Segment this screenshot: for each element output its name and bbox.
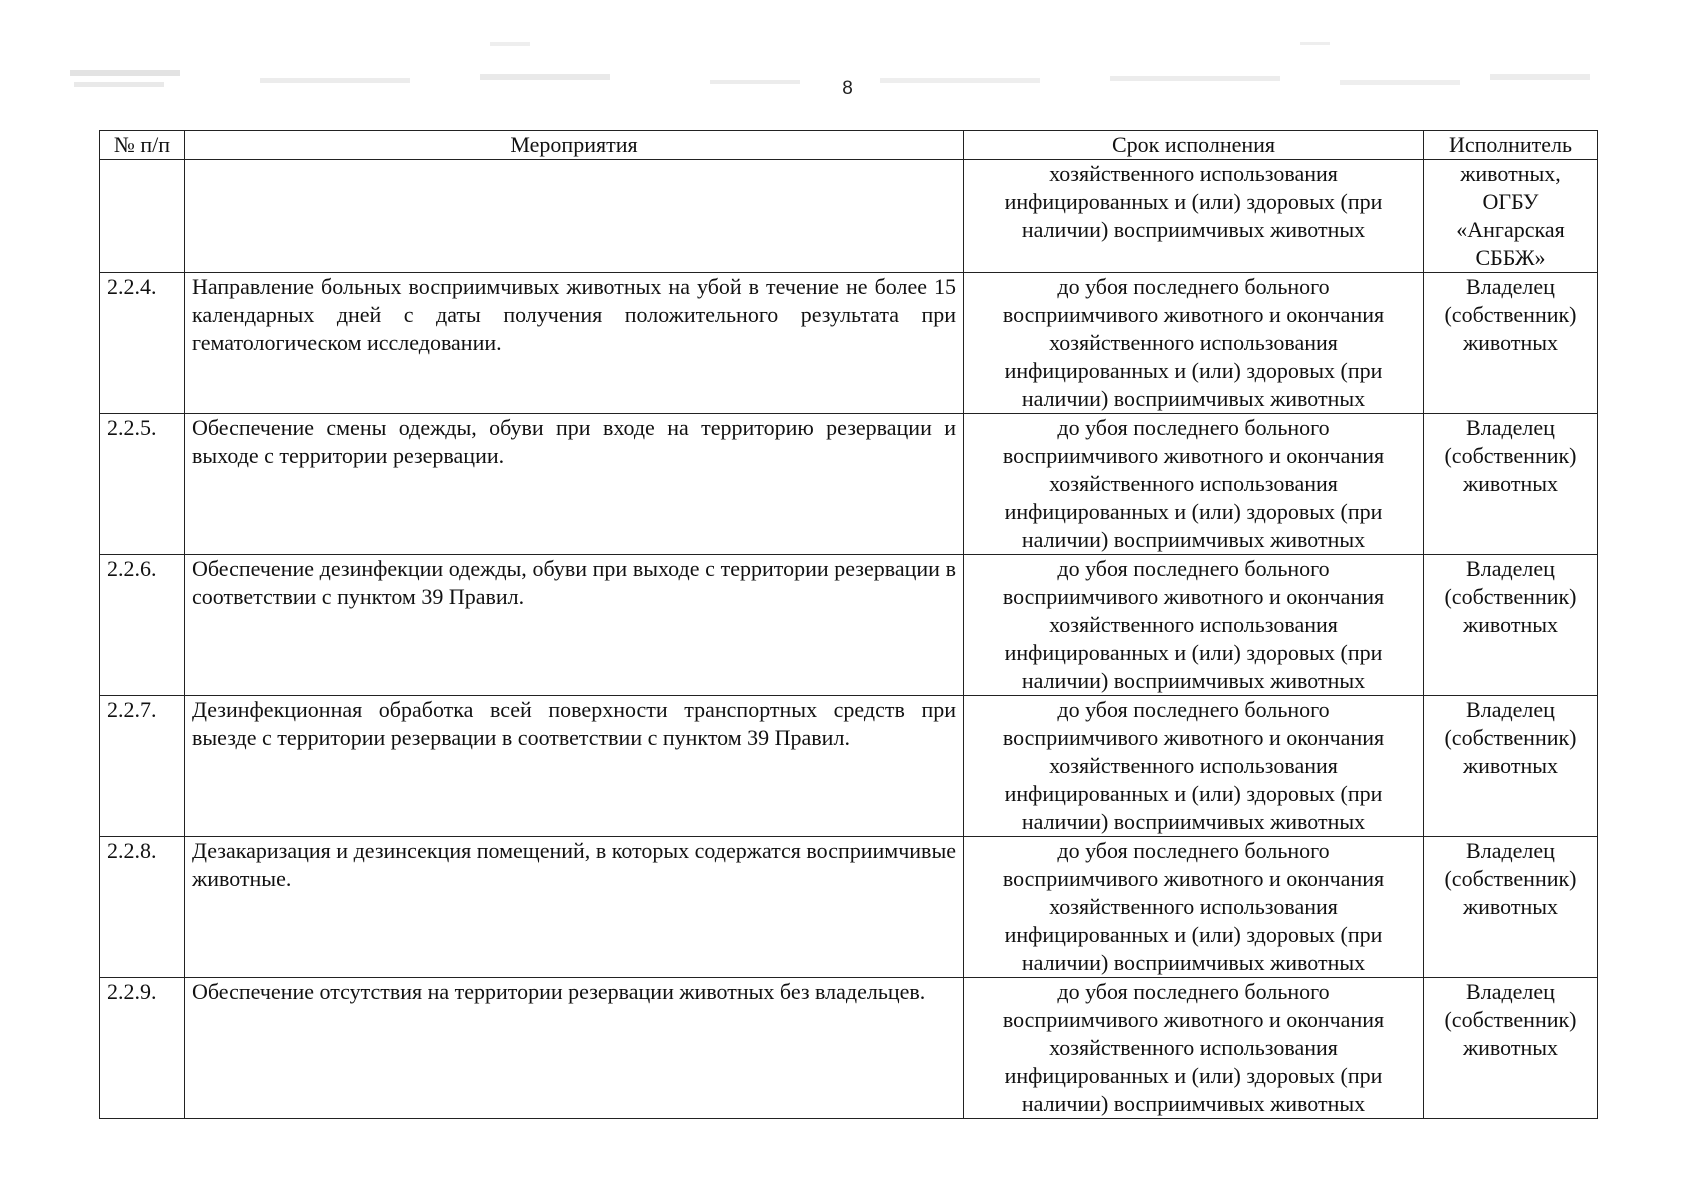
term-line: наличии) восприимчивых животных xyxy=(1021,1091,1366,1116)
term-line: инфицированных и (или) здоровых (при xyxy=(1004,640,1383,665)
term-line: хозяйственного использования xyxy=(1049,1035,1338,1060)
cell-num: 2.2.6. xyxy=(100,555,185,696)
cell-activity: Обеспечение дезинфекции одежды, обуви при выходе с территории резервации в соответствии с пунктом 39 Правил. xyxy=(185,555,964,696)
cell-term xyxy=(964,696,1424,837)
table-row xyxy=(100,696,1598,837)
term-line: наличии) восприимчивых животных xyxy=(1021,950,1366,975)
cell-term xyxy=(964,555,1424,696)
table-row xyxy=(100,414,1598,555)
term-line: наличии) восприимчивых животных xyxy=(1021,527,1366,552)
term-line: инфицированных и (или) здоровых (при xyxy=(1004,781,1383,806)
executor-line: (собственник) xyxy=(1444,584,1577,609)
term-line: инфицированных и (или) здоровых (при xyxy=(1004,189,1383,214)
term-line: хозяйственного использования xyxy=(1049,330,1338,355)
executor-line: Владелец xyxy=(1466,274,1555,299)
table-header-row xyxy=(100,131,1598,160)
cell-num: 2.2.9. xyxy=(100,978,185,1119)
cell-term xyxy=(964,837,1424,978)
executor-line: животных xyxy=(1462,753,1559,778)
term-line: до убоя последнего больного xyxy=(1057,697,1330,722)
executor-line: ОГБУ xyxy=(1482,189,1539,214)
table-row xyxy=(100,273,1598,414)
term-line: инфицированных и (или) здоровых (при xyxy=(1004,922,1383,947)
term-line: хозяйственного использования xyxy=(1049,894,1338,919)
cell-activity xyxy=(185,160,964,273)
executor-line: СББЖ» xyxy=(1475,245,1546,270)
cell-activity: Обеспечение смены одежды, обуви при входе на территорию резервации и выходе с территории резервации. xyxy=(185,414,964,555)
term-line: хозяйственного использования xyxy=(1049,612,1338,637)
term-line: до убоя последнего больного xyxy=(1057,556,1330,581)
term-line: инфицированных и (или) здоровых (при xyxy=(1004,499,1383,524)
executor-line: Владелец xyxy=(1466,697,1555,722)
cell-activity: Дезакаризация и дезинсекция помещений, в которых содержатся восприимчивые животные. xyxy=(185,837,964,978)
cell-num: 2.2.7. xyxy=(100,696,185,837)
cell-num: 2.2.5. xyxy=(100,414,185,555)
cell-executor xyxy=(1424,978,1598,1119)
measures-table xyxy=(99,130,1598,1119)
executor-line: (собственник) xyxy=(1444,725,1577,750)
header-term: Срок исполнения xyxy=(964,131,1424,160)
term-line: наличии) восприимчивых животных xyxy=(1021,809,1366,834)
cell-executor xyxy=(1424,555,1598,696)
term-line: до убоя последнего больного xyxy=(1057,274,1330,299)
cell-activity: Направление больных восприимчивых животных на убой в течение не более 15 календарных дней с даты получения положительного результата при гематологическом исследовании. xyxy=(185,273,964,414)
executor-line: животных, xyxy=(1460,161,1561,186)
term-line: наличии) восприимчивых животных xyxy=(1021,217,1366,242)
term-line: хозяйственного использования xyxy=(1049,471,1338,496)
term-line: инфицированных и (или) здоровых (при xyxy=(1004,1063,1383,1088)
cell-num xyxy=(100,160,185,273)
executor-line: (собственник) xyxy=(1444,302,1577,327)
cell-num: 2.2.4. xyxy=(100,273,185,414)
executor-line: животных xyxy=(1462,471,1559,496)
term-line: восприимчивого животного и окончания xyxy=(1002,302,1385,327)
term-line: инфицированных и (или) здоровых (при xyxy=(1004,358,1383,383)
executor-line: «Ангарская xyxy=(1456,217,1565,242)
cell-executor xyxy=(1424,696,1598,837)
executor-line: животных xyxy=(1462,894,1559,919)
header-num: № п/п xyxy=(100,131,185,160)
term-line: восприимчивого животного и окончания xyxy=(1002,584,1385,609)
cell-term xyxy=(964,414,1424,555)
cell-activity: Дезинфекционная обработка всей поверхности транспортных средств при выезде с территории резервации в соответствии с пунктом 39 Правил. xyxy=(185,696,964,837)
table-row-continuation xyxy=(100,160,1598,273)
term-line: восприимчивого животного и окончания xyxy=(1002,725,1385,750)
term-line: до убоя последнего больного xyxy=(1057,415,1330,440)
cell-term xyxy=(964,273,1424,414)
term-line: хозяйственного использования xyxy=(1049,161,1338,186)
term-line: наличии) восприимчивых животных xyxy=(1021,386,1366,411)
executor-line: животных xyxy=(1462,330,1559,355)
header-executor: Исполнитель xyxy=(1424,131,1598,160)
term-line: до убоя последнего больного xyxy=(1057,838,1330,863)
table-row xyxy=(100,837,1598,978)
cell-executor xyxy=(1424,160,1598,273)
term-line: хозяйственного использования xyxy=(1049,753,1338,778)
cell-executor xyxy=(1424,837,1598,978)
executor-line: (собственник) xyxy=(1444,866,1577,891)
cell-activity: Обеспечение отсутствия на территории резервации животных без владельцев. xyxy=(185,978,964,1119)
cell-executor xyxy=(1424,414,1598,555)
page-number: 8 xyxy=(842,78,853,99)
executor-line: (собственник) xyxy=(1444,1007,1577,1032)
executor-line: животных xyxy=(1462,612,1559,637)
executor-line: Владелец xyxy=(1466,415,1555,440)
table-row xyxy=(100,555,1598,696)
term-line: до убоя последнего больного xyxy=(1057,979,1330,1004)
cell-num: 2.2.8. xyxy=(100,837,185,978)
term-line: наличии) восприимчивых животных xyxy=(1021,668,1366,693)
term-line: восприимчивого животного и окончания xyxy=(1002,443,1385,468)
executor-line: животных xyxy=(1462,1035,1559,1060)
term-line: восприимчивого животного и окончания xyxy=(1002,866,1385,891)
executor-line: (собственник) xyxy=(1444,443,1577,468)
cell-executor xyxy=(1424,273,1598,414)
term-line: восприимчивого животного и окончания xyxy=(1002,1007,1385,1032)
header-activity: Мероприятия xyxy=(185,131,964,160)
executor-line: Владелец xyxy=(1466,979,1555,1004)
executor-line: Владелец xyxy=(1466,556,1555,581)
cell-term xyxy=(964,160,1424,273)
executor-line: Владелец xyxy=(1466,838,1555,863)
table-row xyxy=(100,978,1598,1119)
cell-term xyxy=(964,978,1424,1119)
